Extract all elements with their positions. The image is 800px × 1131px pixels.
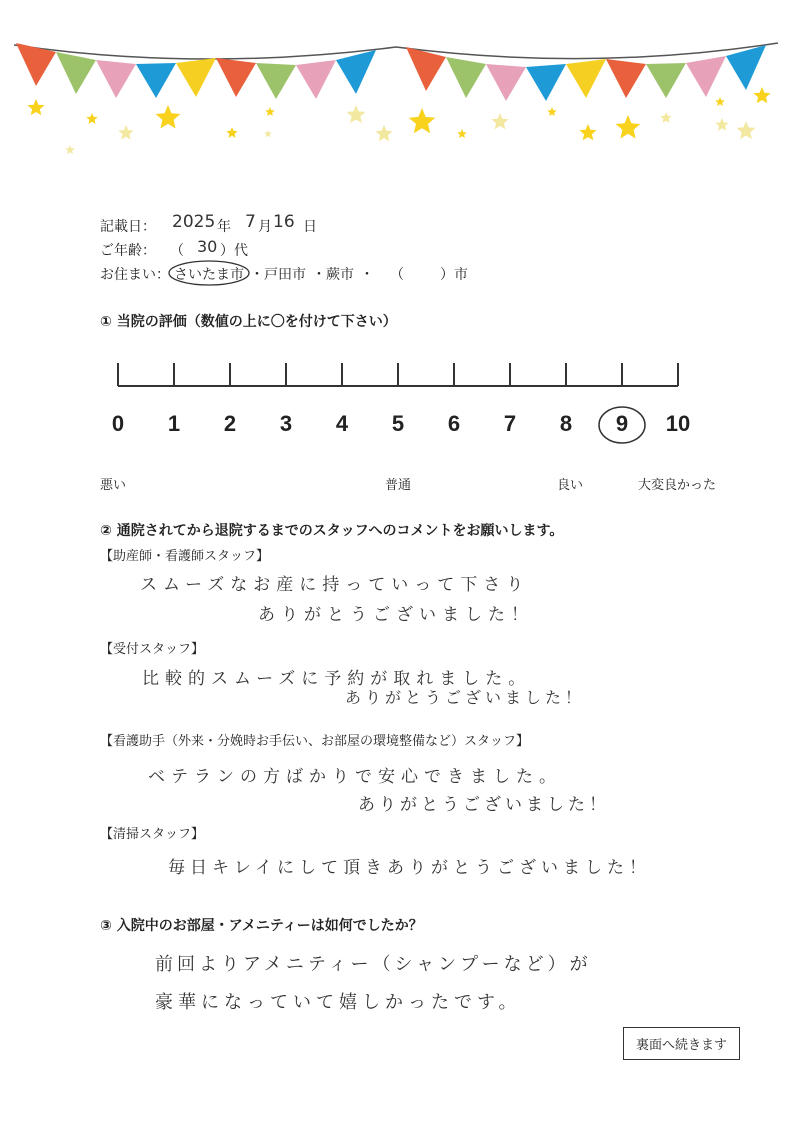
- rating-label-normal: 普通: [385, 478, 412, 493]
- cleaning-staff-label: 【清掃スタッフ】: [100, 827, 205, 842]
- rating-option-6: 6: [447, 411, 461, 436]
- q2-title: ② 通院されてから退院するまでのスタッフへのコメントをお願いします。: [100, 523, 564, 539]
- residence-label: お住まい：: [100, 267, 170, 283]
- star-icon: [616, 115, 641, 139]
- rating-selected-circle: [596, 404, 648, 446]
- reception-comment-line2: ありがとうございました！: [345, 688, 586, 707]
- rating-option-1: 1: [167, 411, 181, 436]
- rating-option-10: 10: [665, 411, 691, 436]
- bunting-flag: [406, 47, 446, 91]
- rating-option-4: 4: [335, 411, 349, 436]
- q1-title: ① 当院の評価（数値の上に〇を付けて下さい）: [100, 314, 397, 330]
- residence-option-other: ）市: [440, 267, 468, 283]
- rating-label-good: 良い: [557, 478, 584, 493]
- midwife-comment-line2: ありがとうございました！: [258, 605, 534, 625]
- assistant-staff-label: 【看護助手（外来・分娩時お手伝い、お部屋の環境整備など）スタッフ】: [100, 734, 530, 749]
- reception-staff-label: 【受付スタッフ】: [100, 642, 205, 657]
- rating-option-2: 2: [223, 411, 237, 436]
- date-year-unit: 年: [217, 219, 231, 235]
- assistant-comment-line1: ベテランの方ばかりで安心できました。: [148, 767, 562, 787]
- star-icon: [264, 130, 272, 137]
- star-icon: [86, 113, 97, 124]
- rating-scale-line: [100, 355, 700, 405]
- residence-option-saitama: さいたま市: [174, 267, 244, 283]
- bunting-flag: [726, 45, 766, 90]
- star-icon: [118, 125, 133, 140]
- star-icon: [347, 105, 366, 123]
- date-label: 記載日：: [100, 219, 156, 235]
- star-icon: [579, 124, 596, 140]
- age-value: 30: [197, 237, 218, 256]
- date-day-unit: 日: [303, 219, 317, 235]
- star-icon: [753, 87, 770, 103]
- rating-option-0: 0: [111, 411, 125, 436]
- rating-label-great: 大変良かった: [638, 478, 717, 493]
- star-icon: [156, 105, 181, 129]
- star-icon: [457, 129, 467, 138]
- rating-option-7: 7: [503, 411, 517, 436]
- rating-option-3: 3: [279, 411, 293, 436]
- cleaning-comment-line1: 毎日キレイにして頂きありがとうございました！: [168, 858, 651, 878]
- q3-comment-line1: 前回よりアメニティー（シャンプーなど）が: [155, 954, 592, 975]
- star-icon: [65, 145, 75, 154]
- star-icon: [27, 99, 44, 115]
- date-month-value: 7: [245, 212, 256, 232]
- bunting-flag: [256, 63, 296, 99]
- bunting-flag: [216, 58, 256, 97]
- bunting-flag: [566, 59, 606, 98]
- bunting-decoration: [0, 0, 800, 180]
- star-icon: [547, 107, 557, 116]
- bunting-flag: [526, 64, 566, 101]
- bunting-flag: [56, 52, 96, 94]
- star-icon: [409, 108, 436, 133]
- q3-comment-line2: 豪華になっていて嬉しかったです。: [155, 992, 522, 1013]
- bunting-flag: [606, 59, 646, 98]
- midwife-staff-label: 【助産師・看護師スタッフ】: [100, 549, 270, 564]
- residence-option-open: （: [390, 267, 404, 283]
- reception-comment-line1: 比較的スムーズに予約が取れました。: [142, 669, 532, 689]
- star-icon: [226, 127, 237, 138]
- q3-title: ③ 入院中のお部屋・アメニティーは如何でしたか？: [100, 918, 423, 934]
- bunting-flag: [446, 57, 486, 98]
- bunting-flag: [176, 58, 216, 97]
- date-month-unit: 月: [258, 219, 272, 235]
- rating-option-8: 8: [559, 411, 573, 436]
- bunting-flag: [686, 56, 726, 97]
- residence-option-toda: ・戸田市: [250, 267, 306, 283]
- date-year-value: 2025: [172, 212, 216, 232]
- bunting-flag: [136, 63, 176, 98]
- star-icon: [265, 107, 275, 116]
- date-day-value: 16: [273, 212, 295, 232]
- residence-option-warabi: ・蕨市: [312, 267, 354, 283]
- bunting-flag: [336, 50, 376, 94]
- bunting-flag: [486, 64, 526, 101]
- age-label: ご年齢：: [100, 243, 156, 259]
- star-icon: [715, 97, 725, 106]
- star-icon: [491, 113, 508, 129]
- star-icon: [375, 125, 392, 141]
- residence-option-dot: ・: [360, 267, 374, 283]
- age-open: （: [170, 243, 184, 259]
- bunting-flag: [296, 60, 336, 99]
- residence-selected-circle: [166, 258, 252, 288]
- assistant-comment-line2: ありがとうございました！: [358, 795, 610, 815]
- star-icon: [715, 118, 728, 131]
- rating-option-5: 5: [391, 411, 405, 436]
- star-icon: [660, 112, 671, 123]
- midwife-comment-line1: スムーズなお産に持っていって下さり: [140, 575, 530, 595]
- rating-option-9: 9: [615, 411, 629, 436]
- star-icon: [737, 121, 756, 139]
- bunting-flag: [646, 63, 686, 98]
- bunting-flag: [96, 60, 136, 98]
- age-close: ）代: [220, 243, 248, 259]
- rating-label-bad: 悪い: [100, 478, 127, 493]
- continue-on-back-label: 裏面へ続きます: [623, 1027, 740, 1060]
- bunting-string: [14, 43, 778, 59]
